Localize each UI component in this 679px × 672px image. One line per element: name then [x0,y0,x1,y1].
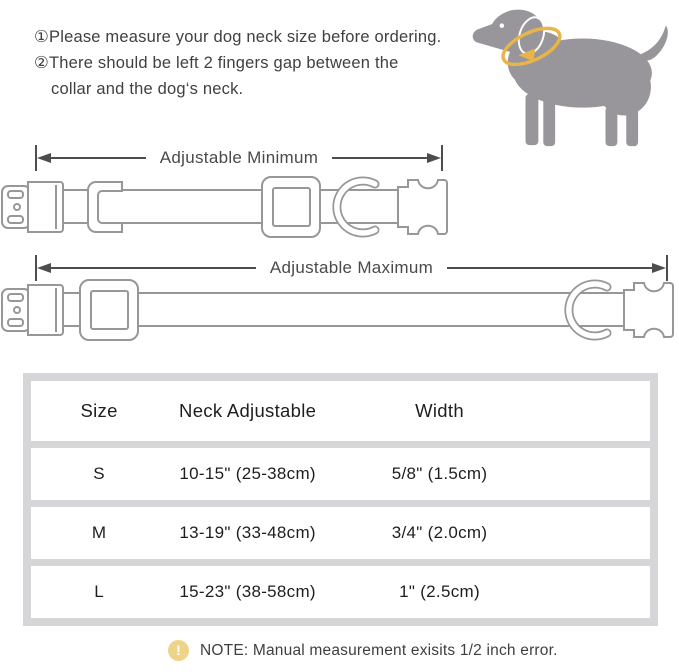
measurement-note [168,640,558,661]
cell-width: 1" (2.5cm) [399,582,480,601]
measuring-instructions [34,24,454,102]
male-buckle [2,182,63,232]
dog-eye [500,23,505,28]
dog-silhouette-svg [455,0,679,158]
cell-size: M [91,523,107,542]
maximum-label: Adjustable Maximum [269,258,434,277]
female-buckle [398,180,447,234]
arrow-right-icon [427,153,441,163]
size-table [23,373,658,626]
header-neck-adjustable: Neck Adjustable [179,400,317,421]
male-buckle [2,285,63,335]
collar-maximum-diagram [0,272,679,348]
minimum-label: Adjustable Minimum [159,148,319,167]
note-text: NOTE: Manual measurement exisits 1/2 inch error. [200,641,558,659]
table-header-row [31,381,650,441]
header-width: Width [415,400,464,421]
arrow-left-icon [37,153,51,163]
female-buckle [624,283,673,337]
table-row [31,507,650,559]
table-row [31,566,650,618]
triglide-slider [80,280,138,340]
dimension-endbar [441,145,443,171]
dimension-line [447,267,652,269]
instruction-line-2: ②There should be left 2 fingers gap between the [34,54,399,72]
cell-neck: 10-15" (25-38cm) [179,464,316,483]
cell-size: S [93,464,105,483]
cell-size: L [94,582,104,601]
collar-minimum-diagram [0,169,452,245]
cell-neck: 15-23" (38-58cm) [179,582,316,601]
triglide-slider [262,177,320,237]
cell-neck: 13-19" (33-48cm) [179,523,316,542]
cell-width: 3/4" (2.0cm) [391,523,488,542]
dog-illustration [455,0,679,158]
exclamation-icon: ! [168,640,189,661]
table-row [31,448,650,500]
dimension-minimum [35,145,443,171]
dimension-line [51,157,146,159]
instruction-line-3: collar and the dog‘s neck. [51,80,244,98]
dimension-line [332,157,427,159]
instruction-line-1: ①Please measure your dog neck size before ordering. [34,28,442,46]
dimension-line [51,267,256,269]
collar-strap [58,293,626,326]
cell-width: 5/8" (1.5cm) [391,464,488,483]
collar-strap [58,190,402,223]
header-size: Size [80,400,118,421]
